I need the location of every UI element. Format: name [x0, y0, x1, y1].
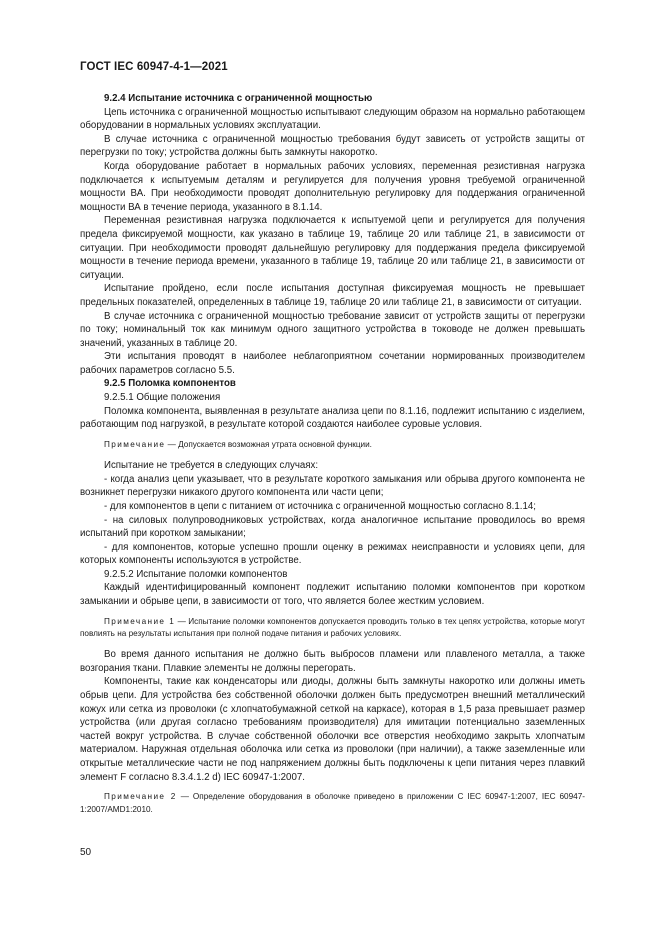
paragraph: Во время данного испытания не должно быть выбросов пламени или плавленого металла, а также возгорания ткани. Плавкие элементы не должны перегорать.	[80, 649, 585, 674]
paragraph: В случае источника с ограниченной мощностью требования будут зависеть от устройств защиты от перегрузки по току; устройства должны быть замкнуты накоротко.	[80, 133, 585, 159]
subsection-heading: 9.2.5.2 Испытание поломки компонентов	[104, 568, 288, 580]
note	[80, 791, 585, 816]
note-text: — Определение оборудования в оболочке приведено в приложении C IEC 60947-1:2007, IEC 60947-1:2007/AMD1:2010.	[80, 792, 585, 814]
paragraph: В случае источника с ограниченной мощностью требование зависит от устройств защиты от перегрузки по току; номинальный ток как минимум одного защитного устройства в тоководе не должен превышать значений, указанных в таблице 20.	[80, 310, 585, 349]
paragraph: Эти испытания проводят в наиболее неблагоприятном сочетании нормированных производителем рабочих параметров согласно 5.5.	[80, 351, 585, 376]
note	[80, 439, 585, 451]
note-label: Примечание	[104, 439, 166, 449]
note-text: — Испытание поломки компонентов допускается проводить только в тех цепях устройства, которые могут повлиять на результаты испытания при полной подаче питания и рабочих условиях.	[80, 616, 585, 638]
paragraph: Каждый идентифицированный компонент подлежит испытанию поломки компонентов при коротком замыкании и обрыве цепи, в зависимости от того, что является более жестким условием.	[80, 582, 585, 608]
note	[80, 616, 585, 641]
list-item: - когда анализ цепи указывает, что в результате короткого замыкания или обрыва другого компонента не возникнет перегрузки никакого другого компонента или части цепи;	[80, 473, 585, 499]
section-heading: 9.2.4 Испытание источника с ограниченной мощностью	[104, 93, 373, 104]
paragraph: Испытание не требуется в следующих случаях:	[104, 460, 319, 472]
note-label: Примечание 1	[104, 616, 176, 626]
paragraph: Цепь источника с ограниченной мощностью испытывают следующим образом на нормально работающем оборудовании в нормальных условиях эксплуатации.	[80, 106, 585, 132]
section-heading: 9.2.5 Поломка компонентов	[104, 378, 236, 390]
note-label: Примечание 2	[104, 792, 177, 802]
list-item: - для компонентов в цепи с питанием от источника с ограниченной мощностью согласно 8.1.14;	[104, 500, 536, 512]
page-number: 50	[80, 847, 92, 858]
paragraph: Переменная резистивная нагрузка подключается к испытуемой цепи и регулируется для получения предела фиксируемой мощности, как указано в таблице 19, таблице 20 или таблице 21, в зависимости от ситуации. При необходимости проводят дальнейшую регулировку для поддержания предела фиксируемой мощности в течение периода времени, указанного в таблице 19, таблице 20 или таблице 21, в зависимости от ситуации.	[80, 215, 585, 281]
list-item: - для компонентов, которые успешно прошли оценку в режимах неисправности и условиях цепи, для которых компоненты используются в устройстве.	[80, 541, 585, 567]
subsection-heading: 9.2.5.1 Общие положения	[104, 392, 221, 404]
list-item: - на силовых полупроводниковых устройствах, когда аналогичное испытание проводилось во время испытаний при коротком замыкании;	[80, 514, 585, 540]
page-body	[80, 92, 585, 824]
document-header: ГОСТ IEC 60947-4-1—2021	[80, 61, 228, 73]
paragraph: Компоненты, такие как конденсаторы или диоды, должны быть замкнуты накоротко или должны иметь обрыв цепи. Для устройства без собственной оболочки должен быть предусмотрен внешний металлический кожух или сетка из проволоки (с хлопчатобумажной сеткой на каркасе), которая в 1,5 раза превышает размер устройства (или другая согласно требованиям производителя) для имитации потенциально заземленных частей вокруг устройства. В случае собственной оболочки все отверстия необходимо закрыть хлопчатым материалом. Наружная отдельная оболочка или сетка из проволоки (при наличии), а также заземленные или открытые металлические части не под напряжением должны быть подключены к цепи питания через плавкий элемент F согласно 8.3.4.1.2 d) IEC 60947-1:2007.	[80, 676, 585, 783]
paragraph: Когда оборудование работает в нормальных рабочих условиях, переменная резистивная нагрузка подключается к испытуемым деталям и регулируется для получения уровня требуемой ограниченной мощности ВА. При необходимости проводят дополнительную регулировку для поддержания ограниченной мощности ВА в течение периода, указанного в 8.1.14.	[80, 160, 585, 213]
note-text: — Допускается возможная утрата основной функции.	[165, 439, 372, 449]
paragraph: Поломка компонента, выявленная в результате анализа цепи по 8.1.16, подлежит испытанию с изделием, работающим под нагрузкой, в результате которой создаются наиболее суровые условия.	[80, 405, 585, 431]
paragraph: Испытание пройдено, если после испытания доступная фиксируемая мощность не превышает предельных показателей, определенных в таблице 19, таблице 20 или таблице 21, в зависимости от ситуации.	[80, 283, 585, 308]
